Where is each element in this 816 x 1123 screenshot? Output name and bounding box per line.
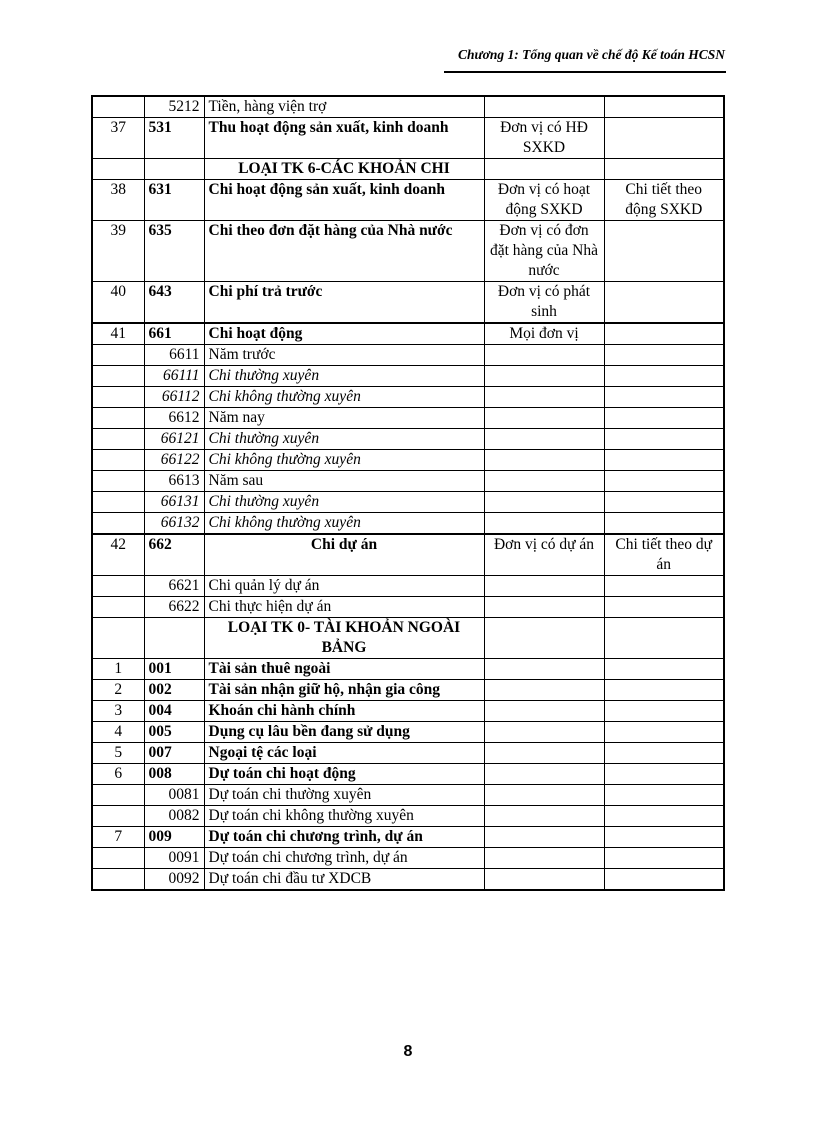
- row-number-cell: 5: [92, 743, 144, 764]
- table-row: [92, 323, 724, 345]
- note-cell: [604, 408, 724, 429]
- note-cell: [604, 366, 724, 387]
- account-code-cell: 0081: [144, 785, 204, 806]
- row-number-cell: 40: [92, 282, 144, 324]
- scope-cell: [484, 848, 604, 869]
- table-row: [92, 408, 724, 429]
- account-code-cell: 66112: [144, 387, 204, 408]
- account-name-cell: Chi thường xuyên: [204, 429, 484, 450]
- account-code-cell: 6621: [144, 576, 204, 597]
- table-row: [92, 743, 724, 764]
- row-number-cell: [92, 429, 144, 450]
- row-number-cell: [92, 848, 144, 869]
- account-name-cell: LOẠI TK 6-CÁC KHOẢN CHI: [204, 159, 484, 180]
- row-number-cell: [92, 597, 144, 618]
- table-row: [92, 429, 724, 450]
- scope-cell: [484, 429, 604, 450]
- account-name-cell: Năm nay: [204, 408, 484, 429]
- account-code-cell: [144, 618, 204, 659]
- scope-cell: [484, 806, 604, 827]
- row-number-cell: [92, 159, 144, 180]
- row-number-cell: 6: [92, 764, 144, 785]
- row-number-cell: 1: [92, 659, 144, 680]
- scope-cell: [484, 722, 604, 743]
- row-number-cell: 38: [92, 180, 144, 221]
- table-row: [92, 471, 724, 492]
- table-row: [92, 659, 724, 680]
- note-cell: [604, 806, 724, 827]
- table-row: [92, 282, 724, 324]
- note-cell: Chi tiết theo động SXKD: [604, 180, 724, 221]
- scope-cell: [484, 743, 604, 764]
- row-number-cell: 41: [92, 323, 144, 345]
- scope-cell: [484, 680, 604, 701]
- account-name-cell: Chi theo đơn đặt hàng của Nhà nước: [204, 221, 484, 282]
- account-code-cell: 001: [144, 659, 204, 680]
- note-cell: Chi tiết theo dự án: [604, 534, 724, 576]
- row-number-cell: 7: [92, 827, 144, 848]
- row-number-cell: [92, 513, 144, 535]
- note-cell: [604, 323, 724, 345]
- row-number-cell: 2: [92, 680, 144, 701]
- row-number-cell: [92, 408, 144, 429]
- account-code-cell: 007: [144, 743, 204, 764]
- account-name-cell: LOẠI TK 0- TÀI KHOẢN NGOÀI BẢNG: [204, 618, 484, 659]
- account-name-cell: Chi không thường xuyên: [204, 387, 484, 408]
- row-number-cell: [92, 785, 144, 806]
- account-code-cell: 5212: [144, 96, 204, 118]
- table-row: [92, 785, 724, 806]
- scope-cell: [484, 366, 604, 387]
- account-name-cell: Thu hoạt động sản xuất, kinh doanh: [204, 118, 484, 159]
- row-number-cell: [92, 471, 144, 492]
- note-cell: [604, 827, 724, 848]
- scope-cell: [484, 869, 604, 891]
- table-row: [92, 366, 724, 387]
- account-code-cell: 004: [144, 701, 204, 722]
- note-cell: [604, 471, 724, 492]
- scope-cell: [484, 576, 604, 597]
- account-code-cell: 002: [144, 680, 204, 701]
- table-row: [92, 180, 724, 221]
- account-code-cell: 6622: [144, 597, 204, 618]
- note-cell: [604, 282, 724, 324]
- account-name-cell: Chi thường xuyên: [204, 366, 484, 387]
- account-name-cell: Khoán chi hành chính: [204, 701, 484, 722]
- table-row: [92, 96, 724, 118]
- table-row: [92, 722, 724, 743]
- scope-cell: [484, 450, 604, 471]
- scope-cell: Đơn vị có hoạt động SXKD: [484, 180, 604, 221]
- scope-cell: [484, 471, 604, 492]
- table-row: [92, 450, 724, 471]
- scope-cell: Đơn vị có phát sinh: [484, 282, 604, 324]
- table-row: [92, 701, 724, 722]
- table-row: [92, 764, 724, 785]
- account-code-cell: 0092: [144, 869, 204, 891]
- account-code-cell: [144, 159, 204, 180]
- scope-cell: [484, 408, 604, 429]
- note-cell: [604, 701, 724, 722]
- account-name-cell: Chi phí trả trước: [204, 282, 484, 324]
- account-code-cell: 6611: [144, 345, 204, 366]
- table-row: [92, 576, 724, 597]
- table-row: [92, 345, 724, 366]
- account-name-cell: Dự toán chi thường xuyên: [204, 785, 484, 806]
- account-name-cell: Dự toán chi chương trình, dự án: [204, 827, 484, 848]
- table-row: [92, 869, 724, 891]
- account-code-cell: 005: [144, 722, 204, 743]
- note-cell: [604, 764, 724, 785]
- account-code-cell: 631: [144, 180, 204, 221]
- account-name-cell: Chi hoạt động sản xuất, kinh doanh: [204, 180, 484, 221]
- row-number-cell: [92, 492, 144, 513]
- note-cell: [604, 722, 724, 743]
- note-cell: [604, 659, 724, 680]
- account-code-cell: 66121: [144, 429, 204, 450]
- note-cell: [604, 785, 724, 806]
- scope-cell: Đơn vị có đơn đặt hàng của Nhà nước: [484, 221, 604, 282]
- account-name-cell: Chi quản lý dự án: [204, 576, 484, 597]
- note-cell: [604, 387, 724, 408]
- scope-cell: [484, 827, 604, 848]
- account-name-cell: Chi thực hiện dự án: [204, 597, 484, 618]
- note-cell: [604, 576, 724, 597]
- note-cell: [604, 96, 724, 118]
- row-number-cell: 4: [92, 722, 144, 743]
- account-name-cell: Năm trước: [204, 345, 484, 366]
- note-cell: [604, 118, 724, 159]
- account-code-cell: 66131: [144, 492, 204, 513]
- note-cell: [604, 429, 724, 450]
- note-cell: [604, 492, 724, 513]
- account-name-cell: Tiền, hàng viện trợ: [204, 96, 484, 118]
- table-row: [92, 806, 724, 827]
- account-code-cell: 662: [144, 534, 204, 576]
- table-row: [92, 680, 724, 701]
- note-cell: [604, 743, 724, 764]
- account-code-cell: 6613: [144, 471, 204, 492]
- account-code-cell: 643: [144, 282, 204, 324]
- row-number-cell: [92, 345, 144, 366]
- scope-cell: [484, 764, 604, 785]
- note-cell: [604, 221, 724, 282]
- row-number-cell: [92, 806, 144, 827]
- note-cell: [604, 848, 724, 869]
- account-name-cell: Tài sản nhận giữ hộ, nhận gia công: [204, 680, 484, 701]
- scope-cell: [484, 159, 604, 180]
- scope-cell: [484, 597, 604, 618]
- row-number-cell: [92, 576, 144, 597]
- table-row: [92, 221, 724, 282]
- note-cell: [604, 345, 724, 366]
- account-name-cell: Dụng cụ lâu bền đang sử dụng: [204, 722, 484, 743]
- note-cell: [604, 869, 724, 891]
- scope-cell: [484, 785, 604, 806]
- scope-cell: [484, 701, 604, 722]
- table-row: [92, 492, 724, 513]
- account-name-cell: Tài sản thuê ngoài: [204, 659, 484, 680]
- row-number-cell: [92, 366, 144, 387]
- account-name-cell: Dự toán chi đầu tư XDCB: [204, 869, 484, 891]
- row-number-cell: [92, 96, 144, 118]
- row-number-cell: 42: [92, 534, 144, 576]
- account-name-cell: Chi dự án: [204, 534, 484, 576]
- account-code-cell: 531: [144, 118, 204, 159]
- account-code-cell: 66132: [144, 513, 204, 535]
- account-code-cell: 6612: [144, 408, 204, 429]
- row-number-cell: 39: [92, 221, 144, 282]
- account-code-cell: 009: [144, 827, 204, 848]
- account-name-cell: Chi không thường xuyên: [204, 450, 484, 471]
- account-code-cell: 66122: [144, 450, 204, 471]
- account-name-cell: Chi hoạt động: [204, 323, 484, 345]
- account-code-cell: 66111: [144, 366, 204, 387]
- account-name-cell: Năm sau: [204, 471, 484, 492]
- scope-cell: [484, 618, 604, 659]
- note-cell: [604, 680, 724, 701]
- table-row: [92, 118, 724, 159]
- note-cell: [604, 513, 724, 535]
- chapter-header: Chương 1: Tổng quan về chế độ Kế toán HCSN: [458, 47, 725, 62]
- table-row: [92, 534, 724, 576]
- scope-cell: Đơn vị có dự án: [484, 534, 604, 576]
- table-row: [92, 513, 724, 535]
- note-cell: [604, 159, 724, 180]
- scope-cell: [484, 492, 604, 513]
- note-cell: [604, 618, 724, 659]
- scope-cell: Đơn vị có HĐ SXKD: [484, 118, 604, 159]
- account-name-cell: Dự toán chi hoạt động: [204, 764, 484, 785]
- scope-cell: [484, 345, 604, 366]
- account-table: [91, 95, 725, 891]
- note-cell: [604, 450, 724, 471]
- account-code-cell: 0091: [144, 848, 204, 869]
- row-number-cell: [92, 450, 144, 471]
- row-number-cell: [92, 387, 144, 408]
- scope-cell: Mọi đơn vị: [484, 323, 604, 345]
- account-code-cell: 008: [144, 764, 204, 785]
- account-name-cell: Dự toán chi chương trình, dự án: [204, 848, 484, 869]
- row-number-cell: [92, 869, 144, 891]
- account-name-cell: Chi không thường xuyên: [204, 513, 484, 535]
- account-code-cell: 661: [144, 323, 204, 345]
- row-number-cell: [92, 618, 144, 659]
- table-row: [92, 387, 724, 408]
- table-row: [92, 159, 724, 180]
- account-code-cell: 635: [144, 221, 204, 282]
- account-name-cell: Chi thường xuyên: [204, 492, 484, 513]
- account-code-cell: 0082: [144, 806, 204, 827]
- scope-cell: [484, 513, 604, 535]
- scope-cell: [484, 96, 604, 118]
- row-number-cell: 37: [92, 118, 144, 159]
- header-rule: [444, 71, 726, 73]
- scope-cell: [484, 659, 604, 680]
- account-name-cell: Ngoại tệ các loại: [204, 743, 484, 764]
- account-name-cell: Dự toán chi không thường xuyên: [204, 806, 484, 827]
- table-row: [92, 597, 724, 618]
- note-cell: [604, 597, 724, 618]
- scope-cell: [484, 387, 604, 408]
- page-number: 8: [403, 1043, 413, 1060]
- row-number-cell: 3: [92, 701, 144, 722]
- table-row: [92, 827, 724, 848]
- table-row: [92, 848, 724, 869]
- table-row: [92, 618, 724, 659]
